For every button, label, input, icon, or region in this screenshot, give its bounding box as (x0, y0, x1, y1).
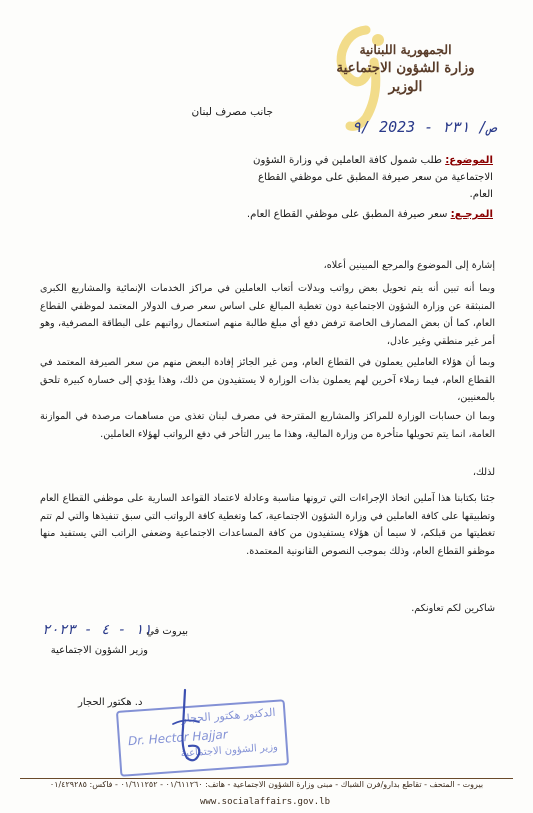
subject-line (253, 152, 493, 203)
reference-number: ص/ ٢٣١ - 2023 /٩ (352, 118, 497, 136)
reference-line (193, 209, 493, 220)
body-paragraph-2: وبما أن هؤلاء العاملين يعملون في القطاع العام، ومن غير الجائز إفادة البعض منهم من سعر الصيرفة المعتمد في القطاع العام، فيما زملاء آخرين لهم يعملون بذات الوزارة لا يستفيدون من ذلك، وهذا يؤدي إلى خسارة كبيرة تلحق بالمعنيين، (40, 357, 495, 403)
signer-name: د. هكتور الحجار (78, 697, 143, 708)
minister-title: وزير الشؤون الاجتماعية (50, 645, 148, 656)
footer-divider (20, 778, 513, 779)
footer-address: بيروت - المتحف - تقاطع بدارو/فرن الشباك - مبنى وزارة الشؤون الاجتماعية - هاتف: ٠١/٦١١٢٦٠ - ٠١/٦١١٢٥٢ - فاكس: ٠١/٤٢٩٢٨٥ (49, 780, 484, 789)
subject-text: طلب شمول كافة العاملين في وزارة الشؤون الاجتماعية من سعر صيرفة المطبق على موظفي القطاع العام. (253, 155, 493, 200)
subject-label: الموضوع: (445, 155, 493, 166)
stamp-title: وزير الشؤون الاجتماعية (180, 741, 279, 760)
body-paragraph-4: لذلك، (472, 467, 495, 478)
letterhead-office: الوزير (388, 79, 423, 95)
letterhead (318, 40, 493, 97)
letterhead-country: الجمهورية اللبنانية (359, 42, 452, 57)
stamp-name-latin: Dr. Hector Hajjar (127, 727, 229, 749)
date-value: ١١ - ٤ - ٢٠٢٣ (42, 622, 152, 638)
reference-label: المرجـع: (450, 209, 493, 220)
recipient: جانب مصرف لبنان (191, 106, 273, 118)
body-paragraph-5: جئنا بكتابنا هذا آملين اتخاذ الإجراءات التي ترونها مناسبة وعادلة لاعتماد القواعد السارية على موظفي القطاع العام وتطبيقها على كافة العاملين في وزارة الشؤون الاجتماعية، كما وتغطية كافة الرواتب التي سبق تنفيذها والتي لم تتم تغطيتها من قبلكم، لا سيما أن هؤلاء يستفيدون من كافة المساعدات الاجتماعية وضعفي الراتب التي يستفيد منها موظفو القطاع العام، وذلك بموجب النصوص القانونية المعتمدة. (40, 493, 495, 557)
body-closing: شاكرين لكم تعاونكم. (411, 603, 495, 614)
handwritten-signature (165, 688, 205, 766)
body-paragraph-1: وبما أنه تبين أنه يتم تحويل بعض رواتب وبدلات أتعاب العاملين في مراكز الخدمات الإنمائية والمشاريع الكبرى المنبثقة عن وزارة الشؤون الاجتماعية دون تغطية المبالغ على اساس سعر صرف الدولار المعتمد لموظفي القطاع العام، كما أن بعض المصارف الخاصة ترفض دفع أي مبلغ طالبة منهم استعمال رواتبهم على البطاقة المصرفية، وهو أمر غير منطقي وغير عادل، (40, 283, 495, 347)
stamp-name-arabic: الدكتور هكتور الحجار (180, 705, 276, 726)
reference-text: سعر صيرفة المطبق على موظفي القطاع العام. (246, 209, 448, 220)
body-intro: إشارة إلى الموضوع والمرجع المبينين أعلاه، (323, 260, 495, 271)
letterhead-ministry: وزارة الشؤون الاجتماعية (336, 60, 475, 76)
body-paragraph-3: وبما ان حسابات الوزارة للمراكز والمشاريع المقترحة في مصرف لبنان تغذى من مساهمات مرصدة في الموازنة العامة، انما يتم تحويلها متأخرة من وزارة المالية، وهذا ما يبرر التأخر في دفع الرواتب لهؤلاء العاملين. (40, 411, 495, 440)
date-label: بيروت في (146, 626, 188, 637)
footer-website: www.socialaffairs.gov.lb (200, 797, 331, 807)
